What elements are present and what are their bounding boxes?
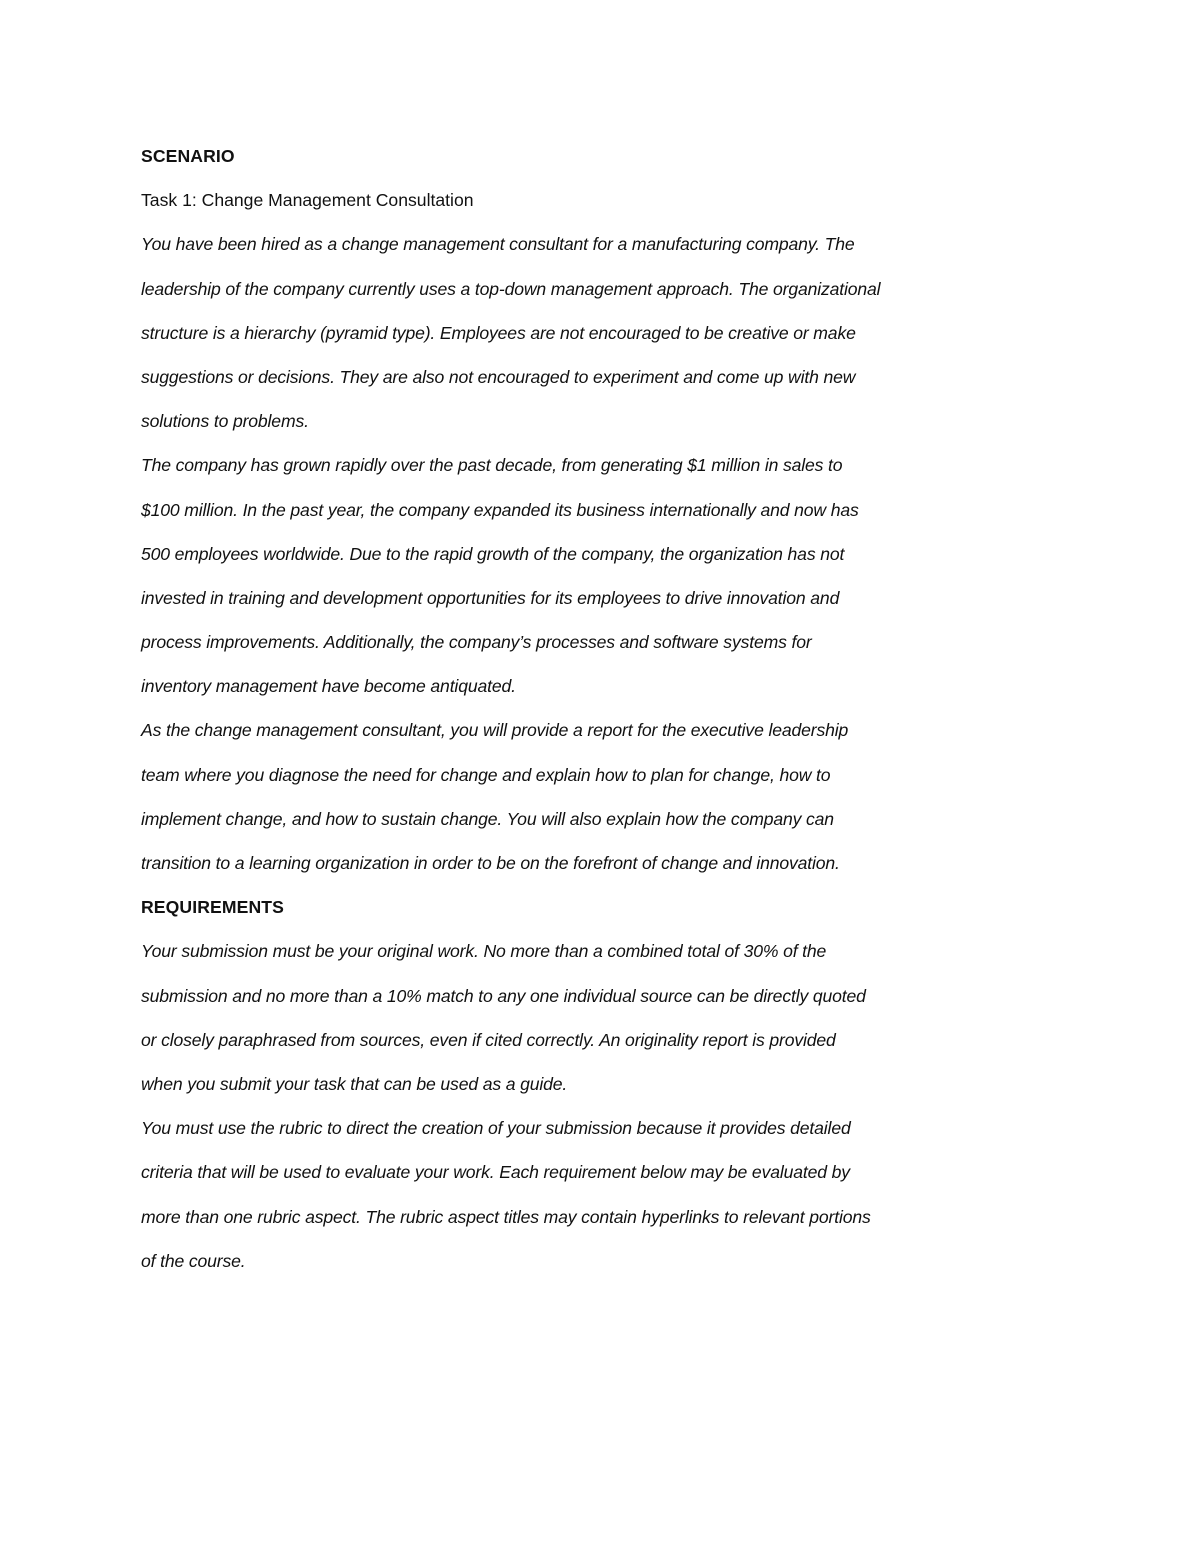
paragraph-line: structure is a hierarchy (pyramid type). Employees are not encouraged to be creative or make <box>141 322 856 343</box>
paragraph-line: implement change, and how to sustain change. You will also explain how the company can <box>141 808 834 829</box>
scenario-heading: SCENARIO <box>141 146 235 166</box>
task-title: Task 1: Change Management Consultation <box>141 190 474 211</box>
paragraph-line: suggestions or decisions. They are also not encouraged to experiment and come up with new <box>141 366 856 387</box>
scenario-paragraph-3 <box>141 714 1001 891</box>
paragraph-line: process improvements. Additionally, the company’s processes and software systems for <box>141 632 812 653</box>
scenario-paragraph-2 <box>141 449 1001 714</box>
paragraph-line: The company has grown rapidly over the past decade, from generating $1 million in sales to <box>141 455 843 476</box>
requirements-paragraph-1 <box>141 935 1001 1112</box>
paragraph-line: $100 million. In the past year, the company expanded its business internationally and now has <box>141 499 859 520</box>
paragraph-line: of the course. <box>141 1250 246 1271</box>
document-body <box>141 140 1001 1289</box>
paragraph-line: You must use the rubric to direct the creation of your submission because it provides detailed <box>141 1118 851 1139</box>
paragraph-line: team where you diagnose the need for change and explain how to plan for change, how to <box>141 764 831 785</box>
paragraph-line: transition to a learning organization in order to be on the forefront of change and innovation. <box>141 853 840 873</box>
paragraph-line: or closely paraphrased from sources, even if cited correctly. An originality report is provided <box>141 1029 836 1050</box>
requirements-paragraph-2 <box>141 1112 1001 1289</box>
paragraph-line: 500 employees worldwide. Due to the rapid growth of the company, the organization has not <box>141 543 845 564</box>
paragraph-line: invested in training and development opportunities for its employees to drive innovation and <box>141 587 840 608</box>
paragraph-line: You have been hired as a change management consultant for a manufacturing company. The <box>141 234 855 255</box>
paragraph-line: leadership of the company currently uses a top-down management approach. The organizational <box>141 278 881 299</box>
paragraph-line: Your submission must be your original work. No more than a combined total of 30% of the <box>141 941 827 962</box>
paragraph-line: criteria that will be used to evaluate your work. Each requirement below may be evaluated by <box>141 1162 850 1183</box>
paragraph-line: solutions to problems. <box>141 411 309 432</box>
paragraph-line: more than one rubric aspect. The rubric aspect titles may contain hyperlinks to relevant portions <box>141 1206 871 1227</box>
requirements-heading: REQUIREMENTS <box>141 897 284 918</box>
paragraph-line: submission and no more than a 10% match to any one individual source can be directly quoted <box>141 985 866 1006</box>
paragraph-line: As the change management consultant, you will provide a report for the executive leadership <box>141 720 849 741</box>
scenario-paragraph-1 <box>141 228 1001 449</box>
paragraph-line: when you submit your task that can be used as a guide. <box>141 1073 568 1094</box>
paragraph-line: inventory management have become antiquated. <box>141 676 516 697</box>
